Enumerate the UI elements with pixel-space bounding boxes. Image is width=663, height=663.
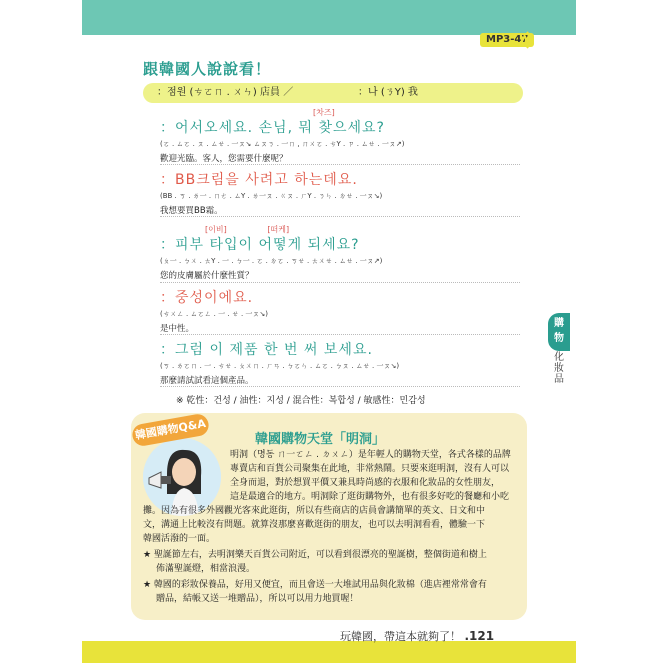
pronunciation: (ㄆ一 . ㄅㄨ . ㄊY . 一 . ㄅ一 . ㄛ . ㄉㄛ . ㄎㄝ . ㄊㄨㄝ . ㄙㄝ . 一ㄡ↗) (160, 257, 383, 265)
pronunciation: (ㄘㄨㄥ . ㄙㄛㄥ . 一 . ㄝ . 一ㄡ↘) (160, 310, 269, 318)
dialogue-line-1 (160, 117, 404, 164)
ruby-note: [이비] [떠케] (205, 225, 290, 234)
dialogue-line-2 (160, 169, 382, 216)
divider (160, 282, 520, 283)
role-me: ：나 (ㄋY) 我 (358, 87, 418, 98)
paragraph-line: 文，溝通上比較沒有問題。就算沒那麼喜歡逛街的朋友，也可以去明洞看看，體驗一下 (143, 520, 486, 530)
side-tab-label: 購物 (554, 318, 564, 344)
korean-sentence: ：중성이에요. (160, 290, 254, 306)
bullet-line: 贈品，結帳又送一堆贈品），所以可以用力地買喔！ (156, 594, 359, 604)
paragraph-line: 這是最適合的地方。明洞除了逛街購物外，也有很多好吃的餐廳和小吃 (230, 492, 510, 502)
bottom-color-band (82, 641, 576, 663)
divider (160, 334, 520, 335)
paragraph-line: 韓國活潑的一面。 (143, 534, 216, 544)
paragraph-line: 攤。因為有很多外國觀光客來此逛街，所以有些商店的店員會講簡單的英文、日文和中 (143, 506, 486, 516)
book-slogan: 玩韓國，帶這本就夠了！ (340, 630, 461, 643)
pronunciation: (ㄎ . ㄌㄛㄇ . 一 . ㄘㄝ . ㄆㄨㄇ . ㄏㄢ . ㄅㄛㄣ . ㄙㄛ . ㄅㄡ . ㄙㄝ . 一ㄡ↘) (160, 362, 400, 370)
divider (160, 216, 520, 217)
divider (160, 386, 520, 387)
korean-sentence: ：어서오세요. 손님, 뭐 찾으세요? (160, 120, 385, 136)
section-title: 跟韓國人說說看！ (143, 60, 272, 78)
korean-sentence: ：피부 타입이 어떻게 되세요? (160, 237, 360, 253)
role-clerk: ：점원 (ㄘㄛㄇ . ㄨㄣ) 店員 ／ (157, 87, 294, 98)
chinese-translation: 那麼請試試看這個產品。 (160, 376, 254, 386)
korean-sentence: ：BB크림을 사려고 하는데요. (160, 172, 358, 188)
box-title: 韓國購物天堂「明洞」 (255, 432, 386, 447)
bullet-line: ★ 聖誕節左右，去明洞樂天百貨公司附近，可以看到很漂亮的聖誕樹，整個街道和樹上 (143, 550, 487, 560)
divider (160, 164, 520, 165)
bullet-line: 佈滿聖誕燈，相當浪漫。 (156, 564, 256, 574)
chinese-translation: 是中性。 (160, 324, 195, 334)
page-footer (340, 628, 494, 644)
page-number: .121 (464, 629, 495, 643)
top-color-band (82, 0, 576, 35)
pronunciation: (BB . ㄎ . ㄌ一 . ㄇㄜ . ㄙY . ㄌ一ㄡ . ㄍㄡ . ㄏY . ㄋㄣ . ㄉㄝ . 一ㄡ↘) (160, 192, 383, 200)
side-category-label: 化妝品 (554, 352, 564, 385)
vocab-note: ※ 乾性：건성 / 油性：지성 / 混合性：복합성 / 敏感性：민감성 (176, 396, 426, 406)
role-bar (143, 83, 523, 103)
bullet-line: ★ 韓國的彩妝保養品，好用又便宜，而且會送一大堆試用品與化妝棉（進店裡常常會有 (143, 580, 487, 590)
dialogue-line-3 (160, 234, 382, 281)
sound-wave-icon (522, 30, 532, 50)
pronunciation: (ㄛ . ㄙㄛ . ㄡ . ㄙㄝ . 一ㄡ↘ ㄙㄡㄋ . 一ㄇ , ㄇㄨㄛ . ㄘY . ㄗ . ㄙㄝ . 一ㄡ↗) (160, 140, 405, 148)
ruby-note: [차즈] (313, 108, 335, 117)
side-tab-shopping (548, 313, 570, 351)
dialogue-line-5 (160, 339, 399, 386)
dialogue-line-4 (160, 287, 268, 334)
chinese-translation: 歡迎光臨。客人，您需要什麼呢？ (160, 154, 288, 164)
paragraph-line: 專賣店和百貨公司聚集在此地，非常熱鬧。只要來逛明洞，沒有人可以 (230, 464, 510, 474)
chinese-translation: 我想要買BB霜。 (160, 206, 223, 216)
paragraph-line: 全身而退，對於想買平價又兼具時尚感的衣服和化妝品的女性朋友， (230, 478, 501, 488)
korean-sentence: ：그럼 이 제품 한 번 써 보세요. (160, 342, 373, 358)
qa-badge: 韓國購物Q&A (131, 412, 211, 447)
paragraph-line: 明洞（명동 ㄇ一ㄛㄥ . ㄉㄨㄥ）是年輕人的購物天堂，各式各樣的品牌 (230, 450, 511, 460)
chinese-translation: 您的皮膚屬於什麼性質？ (160, 271, 254, 281)
mp3-track-label: MP3-47 (480, 33, 534, 47)
